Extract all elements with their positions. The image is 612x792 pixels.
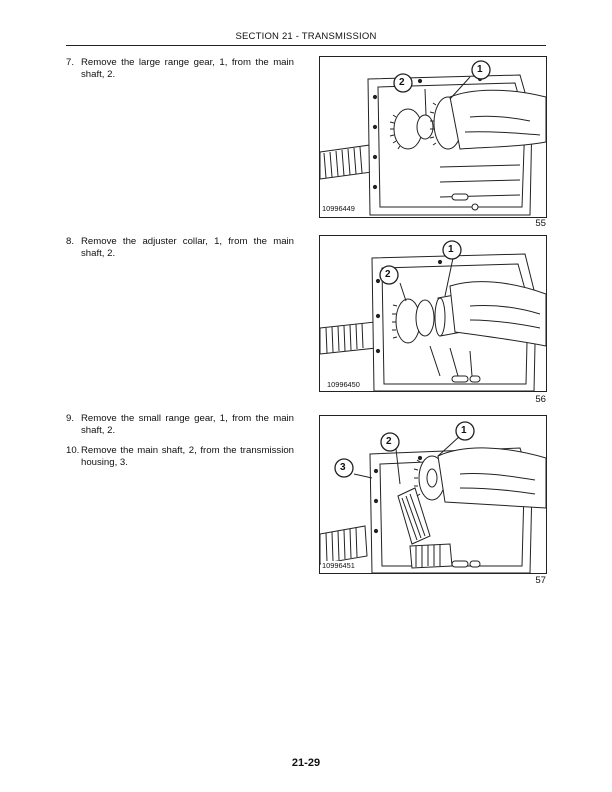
step-number: 7. — [66, 57, 75, 68]
step-text: Remove the small range gear, 1, from the main shaft, 2. — [81, 413, 294, 436]
step-10 — [66, 445, 294, 468]
callout-label-1: 1 — [448, 244, 454, 255]
figure-id: 10996451 — [322, 561, 355, 570]
header-divider — [66, 45, 546, 46]
figure-id: 10996450 — [327, 380, 360, 389]
page-number: 21-29 — [291, 757, 321, 769]
step-number: 10. — [66, 445, 80, 456]
callout-label-1: 1 — [477, 64, 483, 75]
callout-label-2: 2 — [386, 436, 392, 447]
callout-label-2: 2 — [399, 77, 405, 88]
step-number: 9. — [66, 413, 75, 424]
figure-number: 57 — [535, 575, 546, 586]
gear-removal-illustration-1 — [320, 57, 546, 217]
figure-56-image — [319, 235, 547, 392]
step-7 — [66, 57, 294, 80]
callout-label-1: 1 — [461, 425, 467, 436]
step-text: Remove the large range gear, 1, from the main shaft, 2. — [81, 57, 294, 80]
step-8 — [66, 236, 294, 259]
step-text: Remove the main shaft, 2, from the transmission housing, 3. — [81, 445, 294, 468]
step-text: Remove the adjuster collar, 1, from the main shaft, 2. — [81, 236, 294, 259]
figure-number: 55 — [535, 218, 546, 229]
step-9 — [66, 413, 294, 436]
figure-id: 10996449 — [322, 204, 355, 213]
callout-label-3: 3 — [340, 462, 346, 473]
step-number: 8. — [66, 236, 75, 247]
main-shaft-removal-illustration — [320, 416, 546, 573]
figure-57-image — [319, 415, 547, 574]
collar-removal-illustration — [320, 236, 546, 391]
figure-number: 56 — [535, 394, 546, 405]
callout-label-2: 2 — [385, 269, 391, 280]
figure-55-image — [319, 56, 547, 218]
section-header: SECTION 21 - TRANSMISSION — [235, 31, 377, 42]
